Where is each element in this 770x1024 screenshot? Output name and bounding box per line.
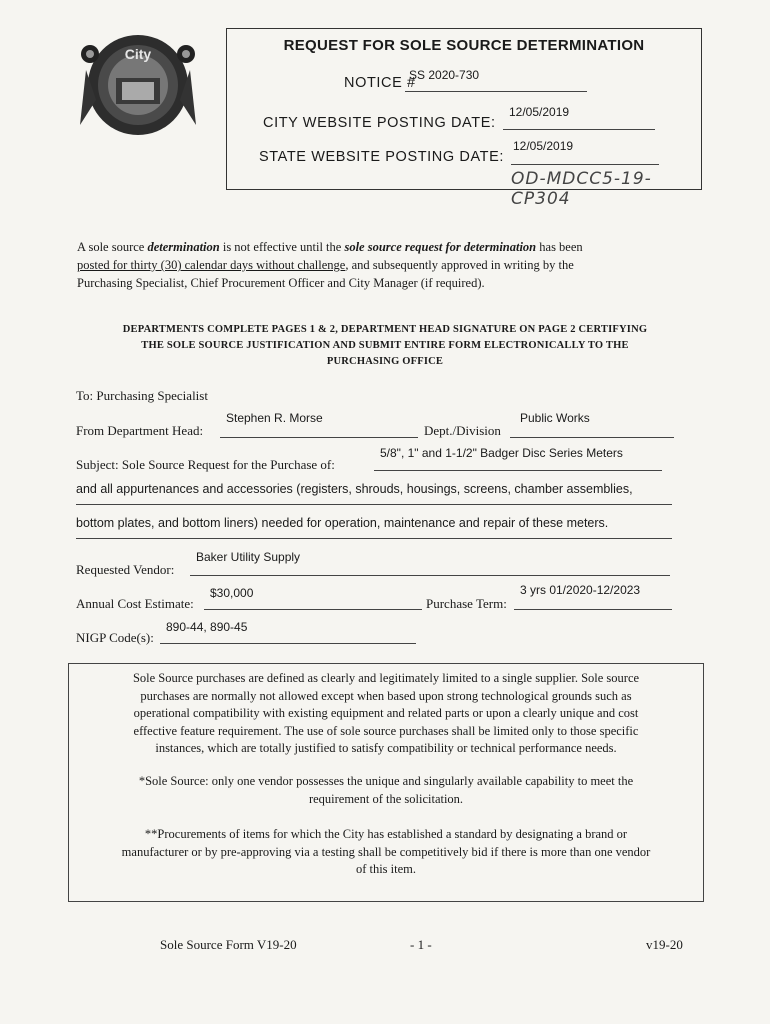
cost-line	[204, 609, 422, 610]
city-posting-label: CITY WEBSITE POSTING DATE:	[263, 115, 496, 131]
notice-value[interactable]: SS 2020-730	[409, 68, 480, 82]
vendor-line	[190, 575, 670, 576]
nigp-label: NIGP Code(s):	[76, 630, 154, 645]
dept-field[interactable]: Public Works	[520, 411, 590, 425]
footer-version: v19-20	[646, 937, 683, 952]
footer-page-number: - 1 -	[410, 937, 432, 952]
city-posting-value[interactable]: 12/05/2019	[509, 105, 570, 119]
from-line	[220, 437, 418, 438]
form-title: REQUEST FOR SOLE SOURCE DETERMINATION	[283, 37, 645, 54]
subject-label: Subject: Sole Source Request for the Purchase of:	[76, 457, 335, 472]
vendor-field[interactable]: Baker Utility Supply	[196, 550, 301, 564]
notice-line	[405, 91, 587, 92]
notice-label: NOTICE #	[344, 75, 416, 91]
submission-instructions: DEPARTMENTS COMPLETE PAGES 1 & 2, DEPARTMENT HEAD SIGNATURE ON PAGE 2 CERTIFYING THE SOLE SOURCE JUSTIFICATION AND SUBMIT ENTIRE FORM ELECTRONICALLY TO THE PURCHASING OFFICE	[122, 324, 648, 367]
intro-line-2: posted for thirty (30) calendar days without challenge, and subsequently approved in writing by the	[77, 258, 574, 272]
subject-line	[374, 470, 662, 471]
definition-paragraph: Sole Source purchases are defined as clearly and legitimately limited to a single supplier. Sole source purchases are normally not allowed except when based upon strong technological grounds such as operational compatibility with existing equipment and related parts or upon a clearly unique and cost effective feature requirement. The use of sole source purchases shall be limited only to those specific instances, which are totally justified to satisfy compatibility or technical performance needs.	[132, 671, 640, 755]
subject-field[interactable]: 5/8", 1" and 1-1/2" Badger Disc Series Meters	[380, 446, 623, 460]
header-box	[226, 28, 702, 209]
city-posting-line	[503, 129, 655, 130]
sole-source-note: *Sole Source: only one vendor possesses the unique and singularly available capability to meet the requirement of the solicitation.	[138, 774, 634, 806]
procurement-note: **Procurements of items for which the City has established a standard by designating a brand or manufacturer or by pre-approving via a testing shall be competitively bid if there is more than one vendor of this item.	[121, 827, 651, 876]
dept-line	[510, 437, 674, 438]
subject-continuation-line-2	[76, 538, 672, 539]
state-posting-line	[511, 164, 659, 165]
from-field[interactable]: Stephen R. Morse	[226, 411, 323, 425]
to-line: To: Purchasing Specialist	[76, 388, 208, 403]
term-field[interactable]: 3 yrs 01/2020-12/2023	[520, 583, 641, 597]
state-posting-value[interactable]: 12/05/2019	[513, 139, 574, 153]
city-logo	[78, 30, 198, 140]
subject-continuation-1[interactable]: and all appurtenances and accessories (registers, shrouds, housings, screens, chamber assemblies,	[76, 482, 633, 496]
dept-label: Dept./Division	[424, 423, 501, 438]
handwritten-reference: OD-MDCC5-19-CP304	[511, 169, 652, 209]
term-line	[514, 609, 672, 610]
intro-line-1: A sole source determination is not effective until the sole source request for determination has been	[77, 240, 583, 254]
from-label: From Department Head:	[76, 423, 204, 438]
intro-paragraph	[77, 238, 697, 292]
term-label: Purchase Term:	[426, 596, 507, 611]
subject-continuation-2[interactable]: bottom plates, and bottom liners) needed for operation, maintenance and repair of these meters.	[76, 516, 609, 530]
cost-field[interactable]: $30,000	[210, 586, 254, 600]
vendor-label: Requested Vendor:	[76, 562, 175, 577]
nigp-line	[160, 643, 416, 644]
definitions-box	[68, 663, 704, 902]
logo-text: City	[124, 46, 152, 62]
subject-continuation-line-1	[76, 504, 672, 505]
nigp-field[interactable]: 890-44, 890-45	[166, 620, 248, 634]
intro-line-3: Purchasing Specialist, Chief Procurement Officer and City Manager (if required).	[77, 276, 485, 290]
footer-form-name: Sole Source Form V19-20	[160, 937, 297, 952]
cost-label: Annual Cost Estimate:	[76, 596, 194, 611]
state-posting-label: STATE WEBSITE POSTING DATE:	[259, 149, 504, 165]
